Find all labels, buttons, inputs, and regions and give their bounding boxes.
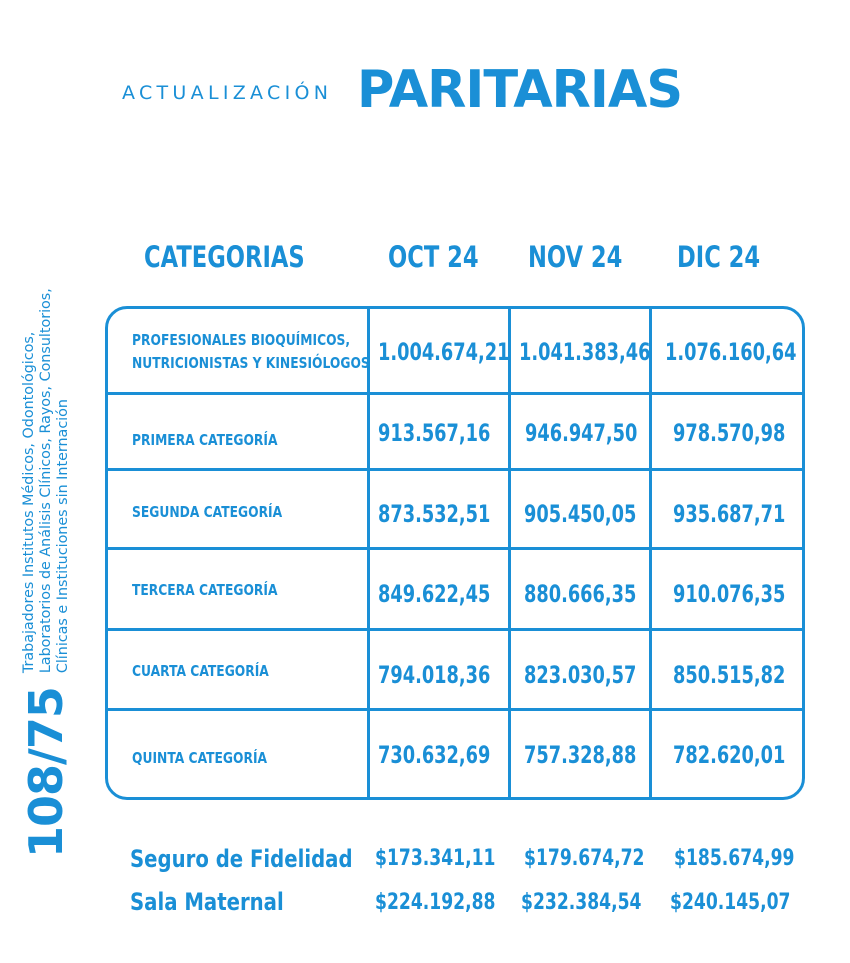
table-row-label: PRIMERA CATEGORÍA — [132, 431, 278, 449]
table-cell: 1.041.383,46 — [519, 338, 651, 366]
extra-value: $173.341,11 — [375, 846, 496, 871]
table-cell: 946.947,50 — [525, 419, 638, 447]
table-cell: 849.622,45 — [378, 580, 491, 608]
table-cell: 873.532,51 — [378, 500, 491, 528]
table-divider — [108, 547, 802, 550]
table-divider — [649, 309, 652, 797]
header-categorias: CATEGORIAS — [144, 240, 305, 274]
table-divider — [108, 392, 802, 395]
row-label-line: PROFESIONALES BIOQUÍMICOS, — [132, 331, 351, 349]
table-divider — [108, 708, 802, 711]
header-dic: DIC 24 — [677, 240, 761, 274]
table-cell: 1.076.160,64 — [665, 338, 797, 366]
agreement-number: 108/75 — [19, 687, 73, 858]
salary-table — [105, 306, 805, 800]
header-oct: OCT 24 — [388, 240, 479, 274]
header-nov: NOV 24 — [528, 240, 623, 274]
table-divider — [108, 628, 802, 631]
extra-value: $240.145,07 — [670, 890, 791, 915]
table-row-label — [132, 329, 370, 375]
table-cell: 935.687,71 — [673, 500, 786, 528]
row-label-line: NUTRICIONISTAS Y KINESIÓLOGOS — [132, 354, 370, 372]
table-divider — [108, 468, 802, 471]
extra-value: $224.192,88 — [375, 890, 496, 915]
table-row-label: TERCERA CATEGORÍA — [132, 581, 278, 599]
table-cell: 850.515,82 — [673, 661, 786, 689]
table-row-label: CUARTA CATEGORÍA — [132, 662, 269, 680]
table-cell: 905.450,05 — [524, 500, 637, 528]
extra-value: $185.674,99 — [674, 846, 795, 871]
table-cell: 757.328,88 — [524, 741, 637, 769]
extra-value: $179.674,72 — [524, 846, 645, 871]
agreement-line: Laboratorios de Análisis Clínicos, Rayos, Consultorios, — [37, 288, 54, 674]
table-cell: 782.620,01 — [673, 741, 786, 769]
table-cell: 1.004.674,21 — [378, 338, 510, 366]
table-divider — [367, 309, 370, 797]
table-cell: 910.076,35 — [673, 580, 786, 608]
header-subtitle: ACTUALIZACIÓN — [122, 82, 333, 104]
table-cell: 880.666,35 — [524, 580, 637, 608]
table-cell: 794.018,36 — [378, 661, 491, 689]
extra-label-seguro: Seguro de Fidelidad — [130, 845, 353, 873]
extra-value: $232.384,54 — [521, 890, 642, 915]
extra-label-sala: Sala Maternal — [130, 888, 284, 916]
table-cell: 913.567,16 — [378, 419, 491, 447]
table-row-label: SEGUNDA CATEGORÍA — [132, 503, 283, 521]
agreement-description — [21, 288, 72, 673]
table-row-label: QUINTA CATEGORÍA — [132, 749, 268, 767]
side-caption — [18, 178, 74, 858]
table-divider — [508, 309, 511, 797]
agreement-line: Clínicas e Instituciones sin Internación — [54, 399, 71, 674]
table-cell: 730.632,69 — [378, 741, 491, 769]
agreement-line: Trabajadores Institutos Médicos, Odontológicos, — [20, 331, 37, 674]
page-title: PARITARIAS — [357, 60, 683, 120]
table-cell: 978.570,98 — [673, 419, 786, 447]
table-cell: 823.030,57 — [524, 661, 637, 689]
